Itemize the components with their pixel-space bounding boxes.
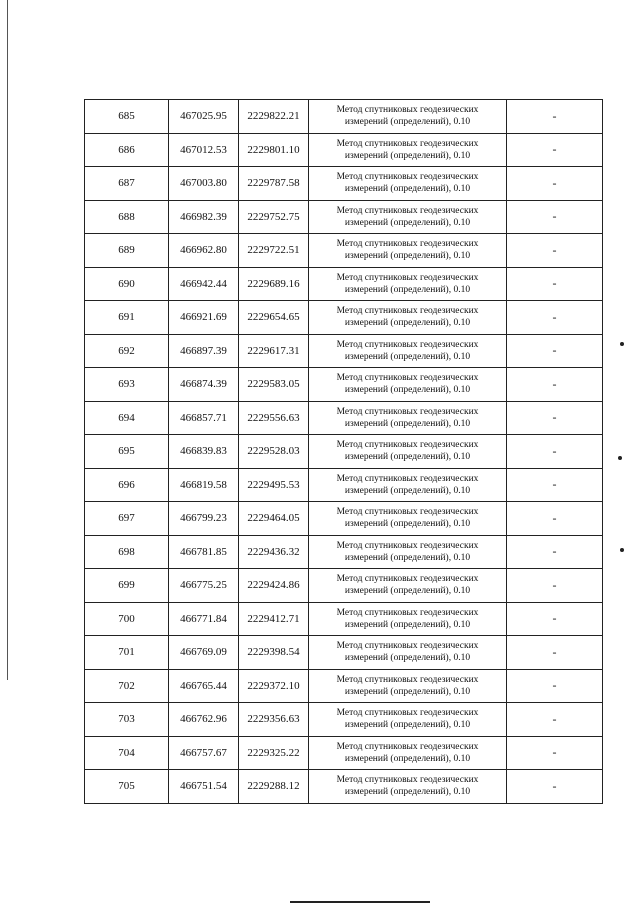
point-number-cell: 705 xyxy=(85,770,169,804)
method-cell xyxy=(309,703,507,737)
point-number-cell: 695 xyxy=(85,435,169,469)
method-line-1: Метод спутниковых геодезических xyxy=(336,775,479,786)
method-line-1: Метод спутниковых геодезических xyxy=(336,540,479,551)
method-line-1: Метод спутниковых геодезических xyxy=(336,306,479,317)
point-number-cell: 693 xyxy=(85,368,169,402)
method-line-1: Метод спутниковых геодезических xyxy=(336,205,479,216)
y-coordinate-cell: 2229801.10 xyxy=(239,134,309,168)
dash-cell: - xyxy=(507,703,603,737)
point-number-cell: 700 xyxy=(85,603,169,637)
method-line-2: измерений (определений), 0.10 xyxy=(344,150,471,161)
method-cell xyxy=(309,134,507,168)
table-row xyxy=(85,402,603,436)
method-line-2: измерений (определений), 0.10 xyxy=(344,586,471,597)
method-line-2: измерений (определений), 0.10 xyxy=(344,653,471,664)
method-line-1: Метод спутниковых геодезических xyxy=(336,373,479,384)
point-number-cell: 702 xyxy=(85,670,169,704)
dash-cell: - xyxy=(507,536,603,570)
x-coordinate-cell: 466757.67 xyxy=(169,737,239,771)
x-coordinate-cell: 466819.58 xyxy=(169,469,239,503)
y-coordinate-cell: 2229398.54 xyxy=(239,636,309,670)
table-row xyxy=(85,100,603,134)
x-coordinate-cell: 466962.80 xyxy=(169,234,239,268)
point-number-cell: 699 xyxy=(85,569,169,603)
point-number-cell: 686 xyxy=(85,134,169,168)
x-coordinate-cell: 467025.95 xyxy=(169,100,239,134)
x-coordinate-cell: 466799.23 xyxy=(169,502,239,536)
scan-dot-mark xyxy=(620,342,624,346)
method-line-1: Метод спутниковых геодезических xyxy=(336,406,479,417)
method-line-2: измерений (определений), 0.10 xyxy=(344,452,471,463)
x-coordinate-cell: 466771.84 xyxy=(169,603,239,637)
method-line-2: измерений (определений), 0.10 xyxy=(344,217,471,228)
method-line-2: измерений (определений), 0.10 xyxy=(344,686,471,697)
method-line-1: Метод спутниковых геодезических xyxy=(336,741,479,752)
method-cell xyxy=(309,167,507,201)
dash-cell: - xyxy=(507,770,603,804)
table-row xyxy=(85,167,603,201)
method-line-1: Метод спутниковых геодезических xyxy=(336,138,479,149)
point-number-cell: 698 xyxy=(85,536,169,570)
dash-cell: - xyxy=(507,201,603,235)
method-line-2: измерений (определений), 0.10 xyxy=(344,619,471,630)
table-row xyxy=(85,703,603,737)
x-coordinate-cell: 466839.83 xyxy=(169,435,239,469)
table-row xyxy=(85,636,603,670)
method-line-1: Метод спутниковых геодезических xyxy=(336,574,479,585)
dash-cell: - xyxy=(507,100,603,134)
table-row xyxy=(85,134,603,168)
table-row xyxy=(85,435,603,469)
y-coordinate-cell: 2229654.65 xyxy=(239,301,309,335)
point-number-cell: 704 xyxy=(85,737,169,771)
method-line-2: измерений (определений), 0.10 xyxy=(344,385,471,396)
point-number-cell: 690 xyxy=(85,268,169,302)
point-number-cell: 701 xyxy=(85,636,169,670)
y-coordinate-cell: 2229325.22 xyxy=(239,737,309,771)
method-cell xyxy=(309,301,507,335)
method-line-1: Метод спутниковых геодезических xyxy=(336,507,479,518)
method-line-1: Метод спутниковых геодезических xyxy=(336,674,479,685)
method-line-1: Метод спутниковых геодезических xyxy=(336,339,479,350)
y-coordinate-cell: 2229424.86 xyxy=(239,569,309,603)
method-line-2: измерений (определений), 0.10 xyxy=(344,418,471,429)
method-line-2: измерений (определений), 0.10 xyxy=(344,318,471,329)
x-coordinate-cell: 466921.69 xyxy=(169,301,239,335)
x-coordinate-cell: 466897.39 xyxy=(169,335,239,369)
dash-cell: - xyxy=(507,569,603,603)
scan-margin-line xyxy=(7,0,8,680)
x-coordinate-cell: 466942.44 xyxy=(169,268,239,302)
table-row xyxy=(85,670,603,704)
method-cell xyxy=(309,502,507,536)
dash-cell: - xyxy=(507,368,603,402)
table-row xyxy=(85,301,603,335)
y-coordinate-cell: 2229412.71 xyxy=(239,603,309,637)
method-line-1: Метод спутниковых геодезических xyxy=(336,105,479,116)
table-row xyxy=(85,603,603,637)
method-line-2: измерений (определений), 0.10 xyxy=(344,787,471,798)
method-cell xyxy=(309,368,507,402)
method-cell xyxy=(309,636,507,670)
table-row xyxy=(85,201,603,235)
y-coordinate-cell: 2229689.16 xyxy=(239,268,309,302)
point-number-cell: 687 xyxy=(85,167,169,201)
y-coordinate-cell: 2229822.21 xyxy=(239,100,309,134)
dash-cell: - xyxy=(507,469,603,503)
method-cell xyxy=(309,603,507,637)
method-cell xyxy=(309,402,507,436)
y-coordinate-cell: 2229495.53 xyxy=(239,469,309,503)
method-cell xyxy=(309,569,507,603)
method-line-2: измерений (определений), 0.10 xyxy=(344,552,471,563)
x-coordinate-cell: 466762.96 xyxy=(169,703,239,737)
y-coordinate-cell: 2229617.31 xyxy=(239,335,309,369)
table-row xyxy=(85,770,603,804)
method-line-2: измерений (определений), 0.10 xyxy=(344,184,471,195)
table-row xyxy=(85,469,603,503)
point-number-cell: 691 xyxy=(85,301,169,335)
method-line-1: Метод спутниковых геодезических xyxy=(336,607,479,618)
method-cell xyxy=(309,268,507,302)
table-row xyxy=(85,569,603,603)
dash-cell: - xyxy=(507,603,603,637)
method-line-2: измерений (определений), 0.10 xyxy=(344,720,471,731)
point-number-cell: 688 xyxy=(85,201,169,235)
point-number-cell: 696 xyxy=(85,469,169,503)
table-row xyxy=(85,502,603,536)
dash-cell: - xyxy=(507,737,603,771)
dash-cell: - xyxy=(507,670,603,704)
method-cell xyxy=(309,536,507,570)
y-coordinate-cell: 2229464.05 xyxy=(239,502,309,536)
y-coordinate-cell: 2229356.63 xyxy=(239,703,309,737)
x-coordinate-cell: 466765.44 xyxy=(169,670,239,704)
y-coordinate-cell: 2229528.03 xyxy=(239,435,309,469)
x-coordinate-cell: 466775.25 xyxy=(169,569,239,603)
point-number-cell: 692 xyxy=(85,335,169,369)
method-cell xyxy=(309,670,507,704)
table-row xyxy=(85,368,603,402)
dash-cell: - xyxy=(507,268,603,302)
method-cell xyxy=(309,201,507,235)
dash-cell: - xyxy=(507,502,603,536)
method-cell xyxy=(309,469,507,503)
method-line-1: Метод спутниковых геодезических xyxy=(336,440,479,451)
y-coordinate-cell: 2229752.75 xyxy=(239,201,309,235)
y-coordinate-cell: 2229288.12 xyxy=(239,770,309,804)
table-row xyxy=(85,536,603,570)
y-coordinate-cell: 2229787.58 xyxy=(239,167,309,201)
point-number-cell: 697 xyxy=(85,502,169,536)
x-coordinate-cell: 466857.71 xyxy=(169,402,239,436)
y-coordinate-cell: 2229556.63 xyxy=(239,402,309,436)
dash-cell: - xyxy=(507,435,603,469)
y-coordinate-cell: 2229722.51 xyxy=(239,234,309,268)
scan-dot-mark xyxy=(620,548,624,552)
method-line-1: Метод спутниковых геодезических xyxy=(336,172,479,183)
y-coordinate-cell: 2229372.10 xyxy=(239,670,309,704)
method-line-2: измерений (определений), 0.10 xyxy=(344,753,471,764)
x-coordinate-cell: 466769.09 xyxy=(169,636,239,670)
dash-cell: - xyxy=(507,402,603,436)
method-line-2: измерений (определений), 0.10 xyxy=(344,284,471,295)
method-cell xyxy=(309,770,507,804)
method-line-2: измерений (определений), 0.10 xyxy=(344,485,471,496)
table-row xyxy=(85,234,603,268)
method-line-1: Метод спутниковых геодезических xyxy=(336,641,479,652)
x-coordinate-cell: 466982.39 xyxy=(169,201,239,235)
method-cell xyxy=(309,335,507,369)
method-cell xyxy=(309,737,507,771)
method-line-2: измерений (определений), 0.10 xyxy=(344,251,471,262)
method-cell xyxy=(309,234,507,268)
point-number-cell: 689 xyxy=(85,234,169,268)
method-line-1: Метод спутниковых геодезических xyxy=(336,473,479,484)
scan-dot-mark xyxy=(618,456,622,460)
dash-cell: - xyxy=(507,134,603,168)
method-line-2: измерений (определений), 0.10 xyxy=(344,117,471,128)
dash-cell: - xyxy=(507,301,603,335)
x-coordinate-cell: 467012.53 xyxy=(169,134,239,168)
method-line-1: Метод спутниковых геодезических xyxy=(336,272,479,283)
footer-rule xyxy=(290,901,430,903)
dash-cell: - xyxy=(507,234,603,268)
method-line-2: измерений (определений), 0.10 xyxy=(344,519,471,530)
point-number-cell: 703 xyxy=(85,703,169,737)
x-coordinate-cell: 466781.85 xyxy=(169,536,239,570)
dash-cell: - xyxy=(507,167,603,201)
x-coordinate-cell: 466874.39 xyxy=(169,368,239,402)
table-row xyxy=(85,737,603,771)
dash-cell: - xyxy=(507,335,603,369)
point-number-cell: 685 xyxy=(85,100,169,134)
x-coordinate-cell: 467003.80 xyxy=(169,167,239,201)
x-coordinate-cell: 466751.54 xyxy=(169,770,239,804)
method-cell xyxy=(309,435,507,469)
method-line-1: Метод спутниковых геодезических xyxy=(336,239,479,250)
y-coordinate-cell: 2229583.05 xyxy=(239,368,309,402)
method-line-2: измерений (определений), 0.10 xyxy=(344,351,471,362)
table-row xyxy=(85,268,603,302)
point-number-cell: 694 xyxy=(85,402,169,436)
coordinates-table xyxy=(84,99,603,804)
table-row xyxy=(85,335,603,369)
method-line-1: Метод спутниковых геодезических xyxy=(336,708,479,719)
method-cell xyxy=(309,100,507,134)
dash-cell: - xyxy=(507,636,603,670)
y-coordinate-cell: 2229436.32 xyxy=(239,536,309,570)
